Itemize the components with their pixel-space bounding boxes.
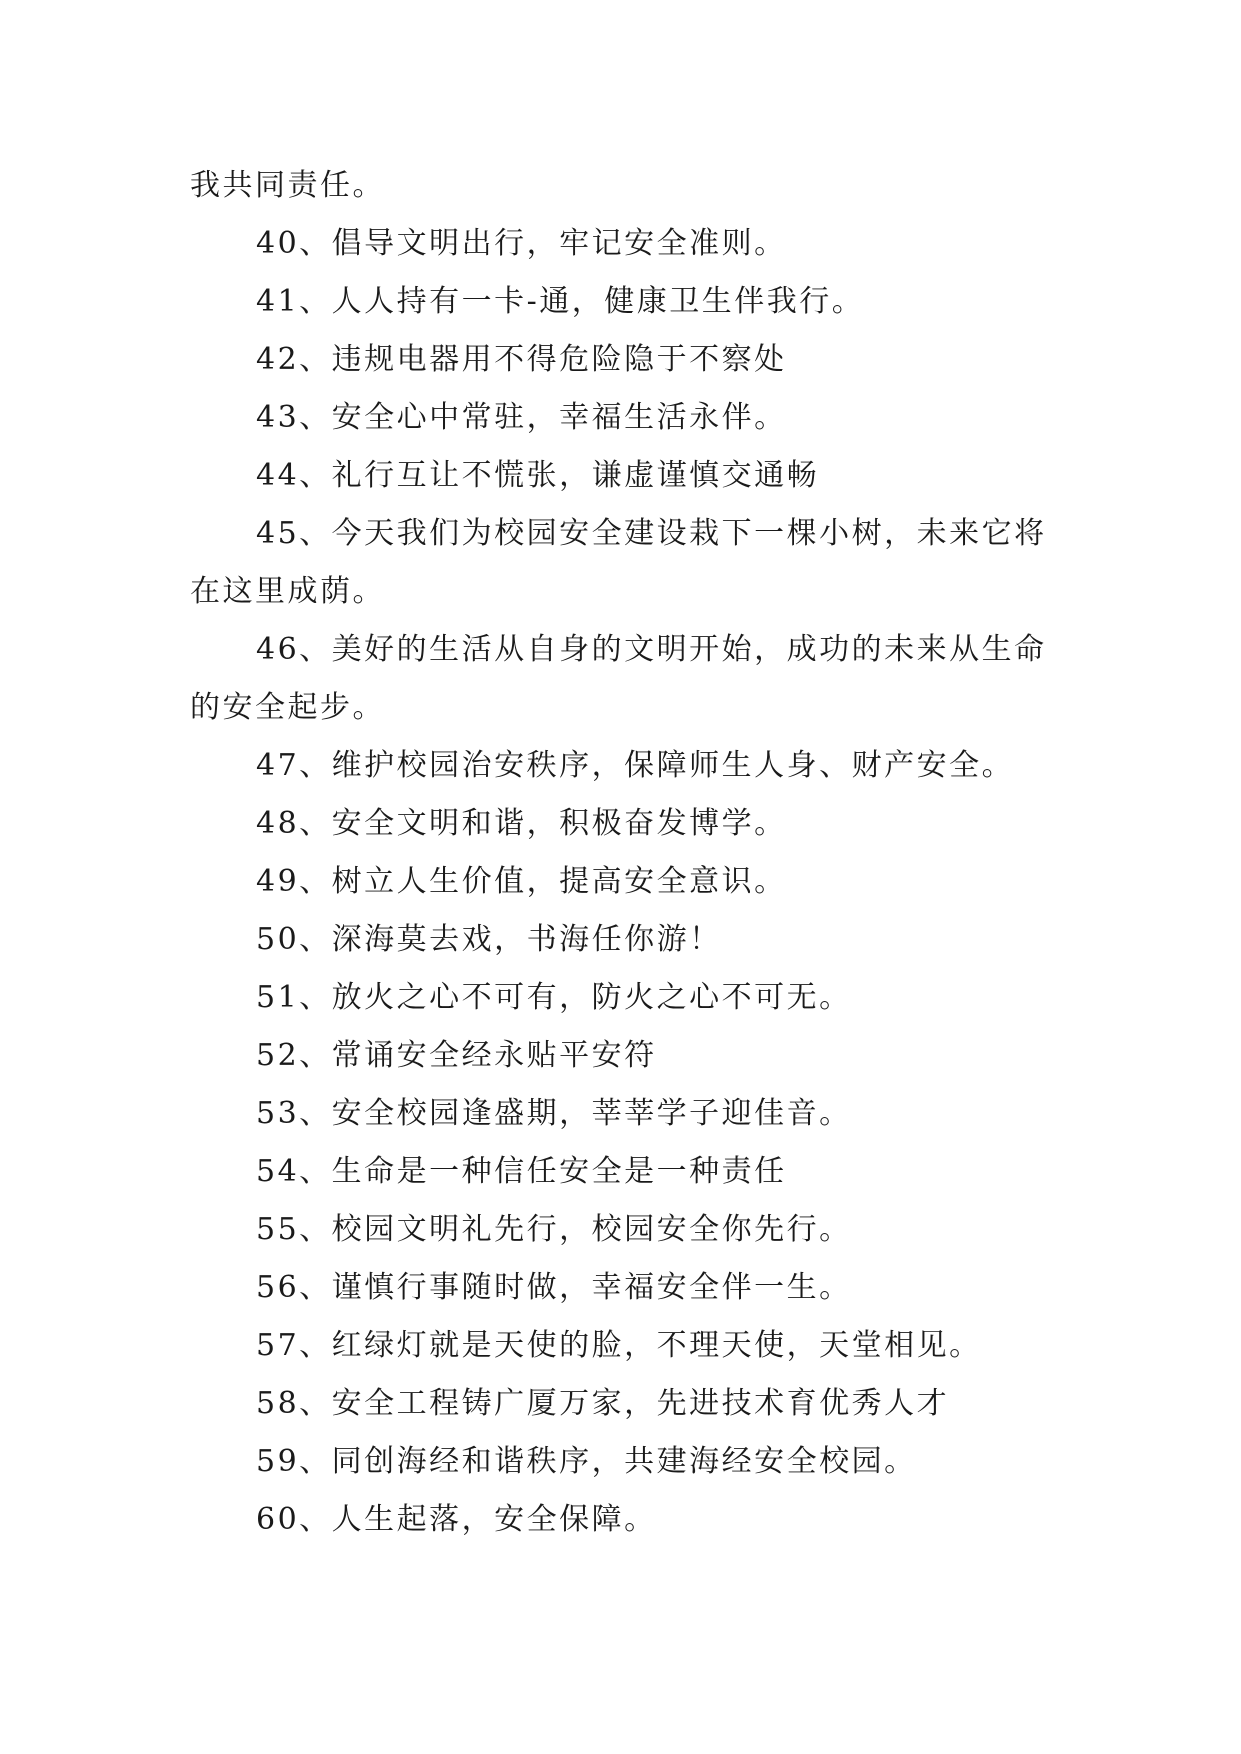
paragraph: 我共同责任。 <box>190 168 385 203</box>
paragraph: 55、校园文明礼先行，校园安全你先行。 <box>256 1212 852 1247</box>
document-body <box>190 157 1060 1549</box>
paragraph: 51、放火之心不可有，防火之心不可无。 <box>256 980 852 1015</box>
paragraph: 60、人生起落，安全保障。 <box>256 1502 657 1537</box>
paragraph: 56、谨慎行事随时做，幸福安全伴一生。 <box>256 1270 852 1305</box>
paragraph: 54、生命是一种信任安全是一种责任 <box>256 1154 787 1189</box>
paragraph: 58、安全工程铸广厦万家，先进技术育优秀人才 <box>256 1386 950 1421</box>
paragraph: 42、违规电器用不得危险隐于不察处 <box>256 342 787 377</box>
paragraph: 41、人人持有一卡-通，健康卫生伴我行。 <box>256 284 865 319</box>
paragraph: 43、安全心中常驻，幸福生活永伴。 <box>256 400 787 435</box>
paragraph: 53、安全校园逢盛期，莘莘学子迎佳音。 <box>256 1096 852 1131</box>
paragraph: 45、今天我们为校园安全建设栽下一棵小树，未来它将在这里成荫。 <box>190 516 1047 609</box>
paragraph: 52、常诵安全经永贴平安符 <box>256 1038 657 1073</box>
paragraph: 48、安全文明和谐，积极奋发博学。 <box>256 806 787 841</box>
paragraph: 57、红绿灯就是天使的脸，不理天使，天堂相见。 <box>256 1328 982 1363</box>
paragraph: 59、同创海经和谐秩序，共建海经安全校园。 <box>256 1444 917 1479</box>
paragraph: 44、礼行互让不慌张，谦虚谨慎交通畅 <box>256 458 820 493</box>
paragraph: 46、美好的生活从自身的文明开始，成功的未来从生命的安全起步。 <box>190 632 1047 725</box>
paragraph: 50、深海莫去戏，书海任你游！ <box>256 922 722 957</box>
paragraph: 49、树立人生价值，提高安全意识。 <box>256 864 787 899</box>
paragraph: 47、维护校园治安秩序，保障师生人身、财产安全。 <box>256 748 1015 783</box>
paragraph: 40、倡导文明出行，牢记安全准则。 <box>256 226 787 261</box>
